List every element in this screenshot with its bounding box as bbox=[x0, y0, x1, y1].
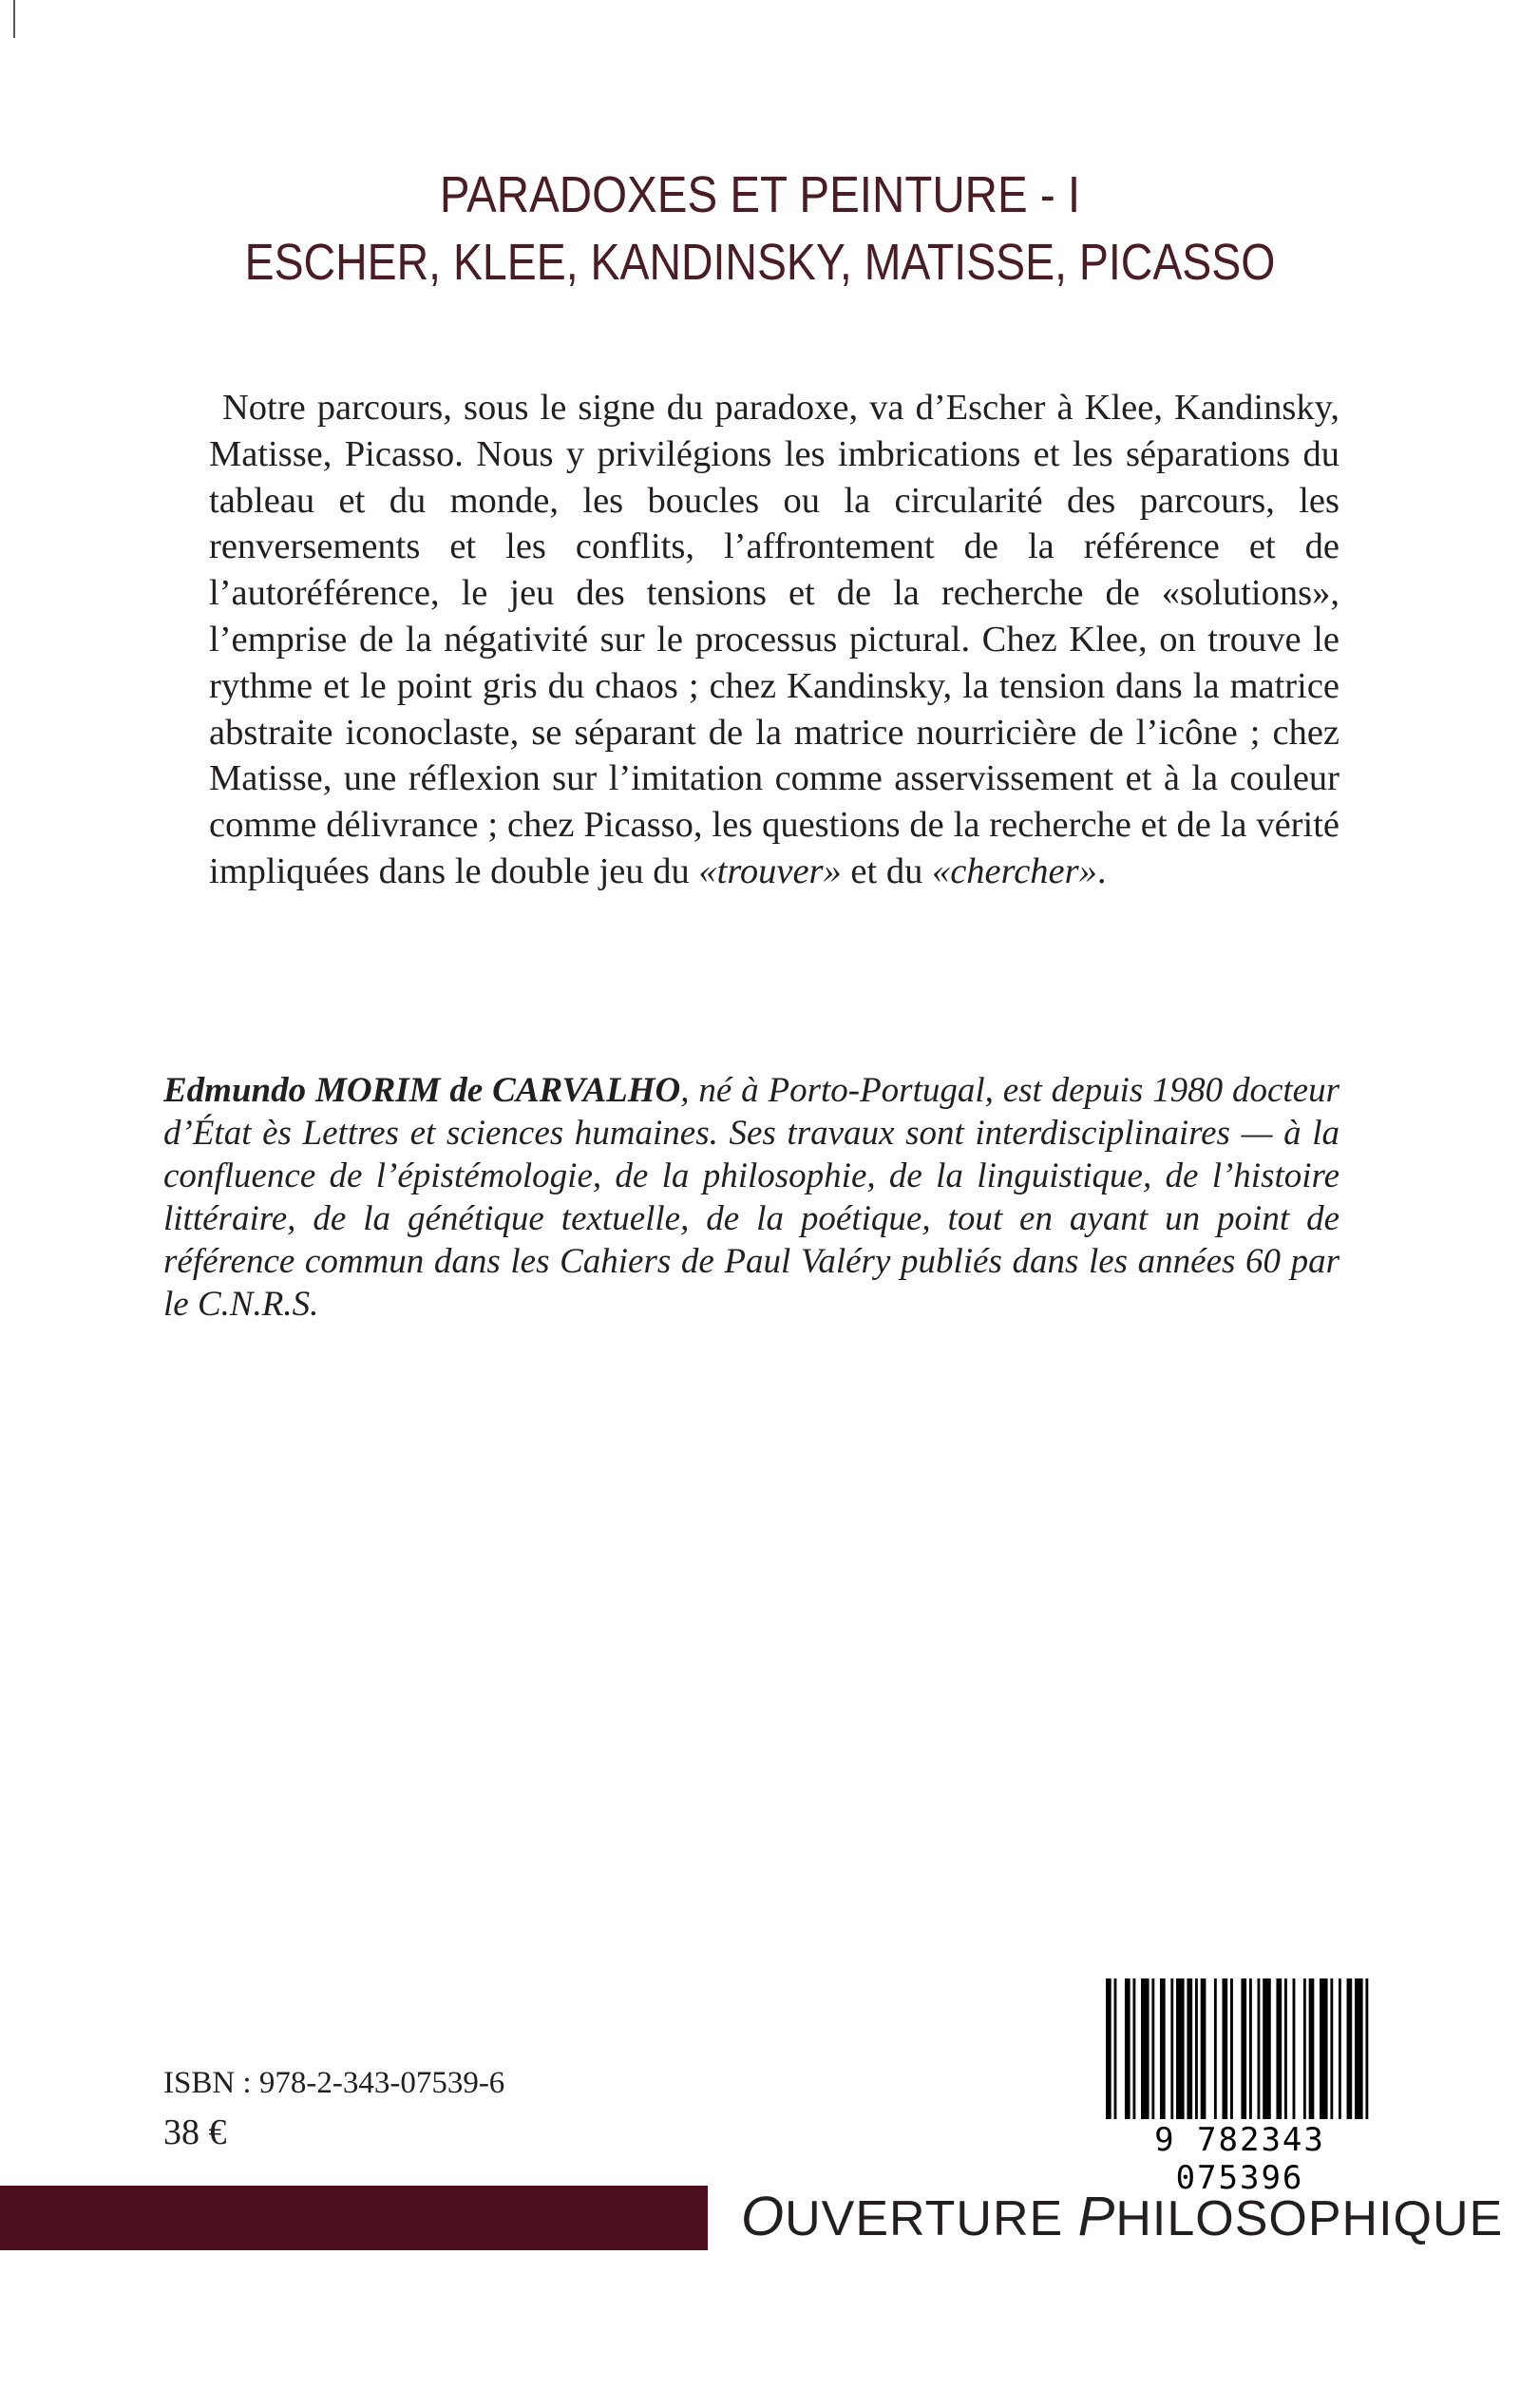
barcode-bar bbox=[1276, 1978, 1282, 2119]
barcode-bar bbox=[1339, 1978, 1341, 2119]
summary-paragraph bbox=[209, 385, 1340, 895]
author-name: Edmundo MORIM de CARVALHO bbox=[163, 1071, 681, 1110]
barcode-bar bbox=[1201, 1978, 1206, 2119]
summary-text-mid: et du bbox=[841, 850, 932, 891]
barcode-bar bbox=[1303, 1978, 1306, 2119]
price: 38 € bbox=[163, 2112, 227, 2152]
collection-bar bbox=[0, 2186, 708, 2250]
page-title: PARADOXES ET PEINTURE - I bbox=[439, 166, 1081, 223]
barcode-bar bbox=[1151, 1978, 1154, 2119]
barcode-bar bbox=[1230, 1978, 1233, 2119]
summary-emphasis-trouver: «trouver» bbox=[698, 850, 842, 891]
collection-word-2: HILOSOPHIQUE bbox=[1115, 2191, 1504, 2246]
barcode-bar bbox=[1222, 1978, 1227, 2119]
collection-word-1: UVERTURE bbox=[785, 2191, 1078, 2246]
barcode-bar bbox=[1241, 1978, 1246, 2119]
barcode-digits: 9 782343 075396 bbox=[1154, 2121, 1325, 2197]
barcode-bar bbox=[1355, 1978, 1363, 2119]
summary-emphasis-chercher: «chercher» bbox=[931, 850, 1097, 891]
barcode-bar bbox=[1114, 1978, 1117, 2119]
barcode-bar bbox=[1347, 1978, 1353, 2119]
barcode-bar bbox=[1330, 1978, 1333, 2119]
barcode-bar bbox=[1258, 1978, 1261, 2119]
title-block bbox=[0, 162, 1520, 296]
barcode-bars bbox=[1102, 1978, 1378, 2119]
barcode-bar bbox=[1170, 1978, 1173, 2119]
barcode-bar bbox=[1160, 1978, 1166, 2119]
collection-initial-p: P bbox=[1077, 2186, 1116, 2247]
author-bio bbox=[163, 1069, 1340, 1326]
collection-initial-o: O bbox=[741, 2186, 786, 2247]
barcode-bar bbox=[1132, 1978, 1135, 2119]
barcode-bar bbox=[1214, 1978, 1217, 2119]
barcode-bar bbox=[1293, 1978, 1296, 2119]
author-bio-text: , né à Porto-Portugal, est depuis 1980 docteur d’État ès Lettres et sciences humaines. Ses travaux sont interdisciplinaires — à la confluence de l’épistémologie, de la philosophie, de la linguistique, de l’histoire littéraire, de la génétique textuelle, de la poétique, tout en ayant un point de référence commun dans les Cahiers de Paul Valéry publiés dans les années 60 par le C.N.R.S. bbox=[163, 1071, 1340, 1324]
barcode-bar bbox=[1249, 1978, 1252, 2119]
barcode-bar bbox=[1187, 1978, 1192, 2119]
barcode-bar bbox=[1125, 1978, 1130, 2119]
barcode-bar bbox=[1263, 1978, 1271, 2119]
barcode-bar bbox=[1309, 1978, 1315, 2119]
collection-name bbox=[741, 2184, 1503, 2252]
barcode-bar bbox=[1365, 1978, 1368, 2119]
barcode-bar bbox=[1106, 1978, 1112, 2119]
barcode-bar bbox=[1176, 1978, 1185, 2119]
summary-text: Notre parcours, sous le signe du paradoxe, va d’Escher à Klee, Kandinsky, Matisse, Picasso. Nous y privilégions les imbrications et les séparations du tableau et du monde, les boucles ou la circularité des parcours, les renversements et les conflits, l’affrontement de la référence et de l’autoréférence, le jeu des tensions et de la recherche de «solutions», l’emprise de la négativité sur le processus pictural. Chez Klee, on trouve le rythme et le point gris du chaos ; chez Kandinsky, la tension dans la matrice abstraite iconoclaste, se séparant de la matrice nourricière de l’icône ; chez Matisse, une réflexion sur l’imitation comme asservissement et à la couleur comme délivrance ; chez Picasso, les questions de la recherche et de la vérité impliquées dans le double jeu du bbox=[209, 388, 1340, 891]
barcode-bar bbox=[1284, 1978, 1287, 2119]
barcode bbox=[1102, 1978, 1378, 2197]
summary-text-end: . bbox=[1096, 850, 1107, 891]
barcode-bar bbox=[1320, 1978, 1328, 2119]
barcode-bar bbox=[1195, 1978, 1198, 2119]
crop-mark bbox=[13, 0, 15, 38]
isbn: ISBN : 978-2-343-07539-6 bbox=[163, 2066, 505, 2100]
barcode-bar bbox=[1141, 1978, 1150, 2119]
page-subtitle: ESCHER, KLEE, KANDINSKY, MATISSE, PICASSO bbox=[244, 234, 1276, 291]
